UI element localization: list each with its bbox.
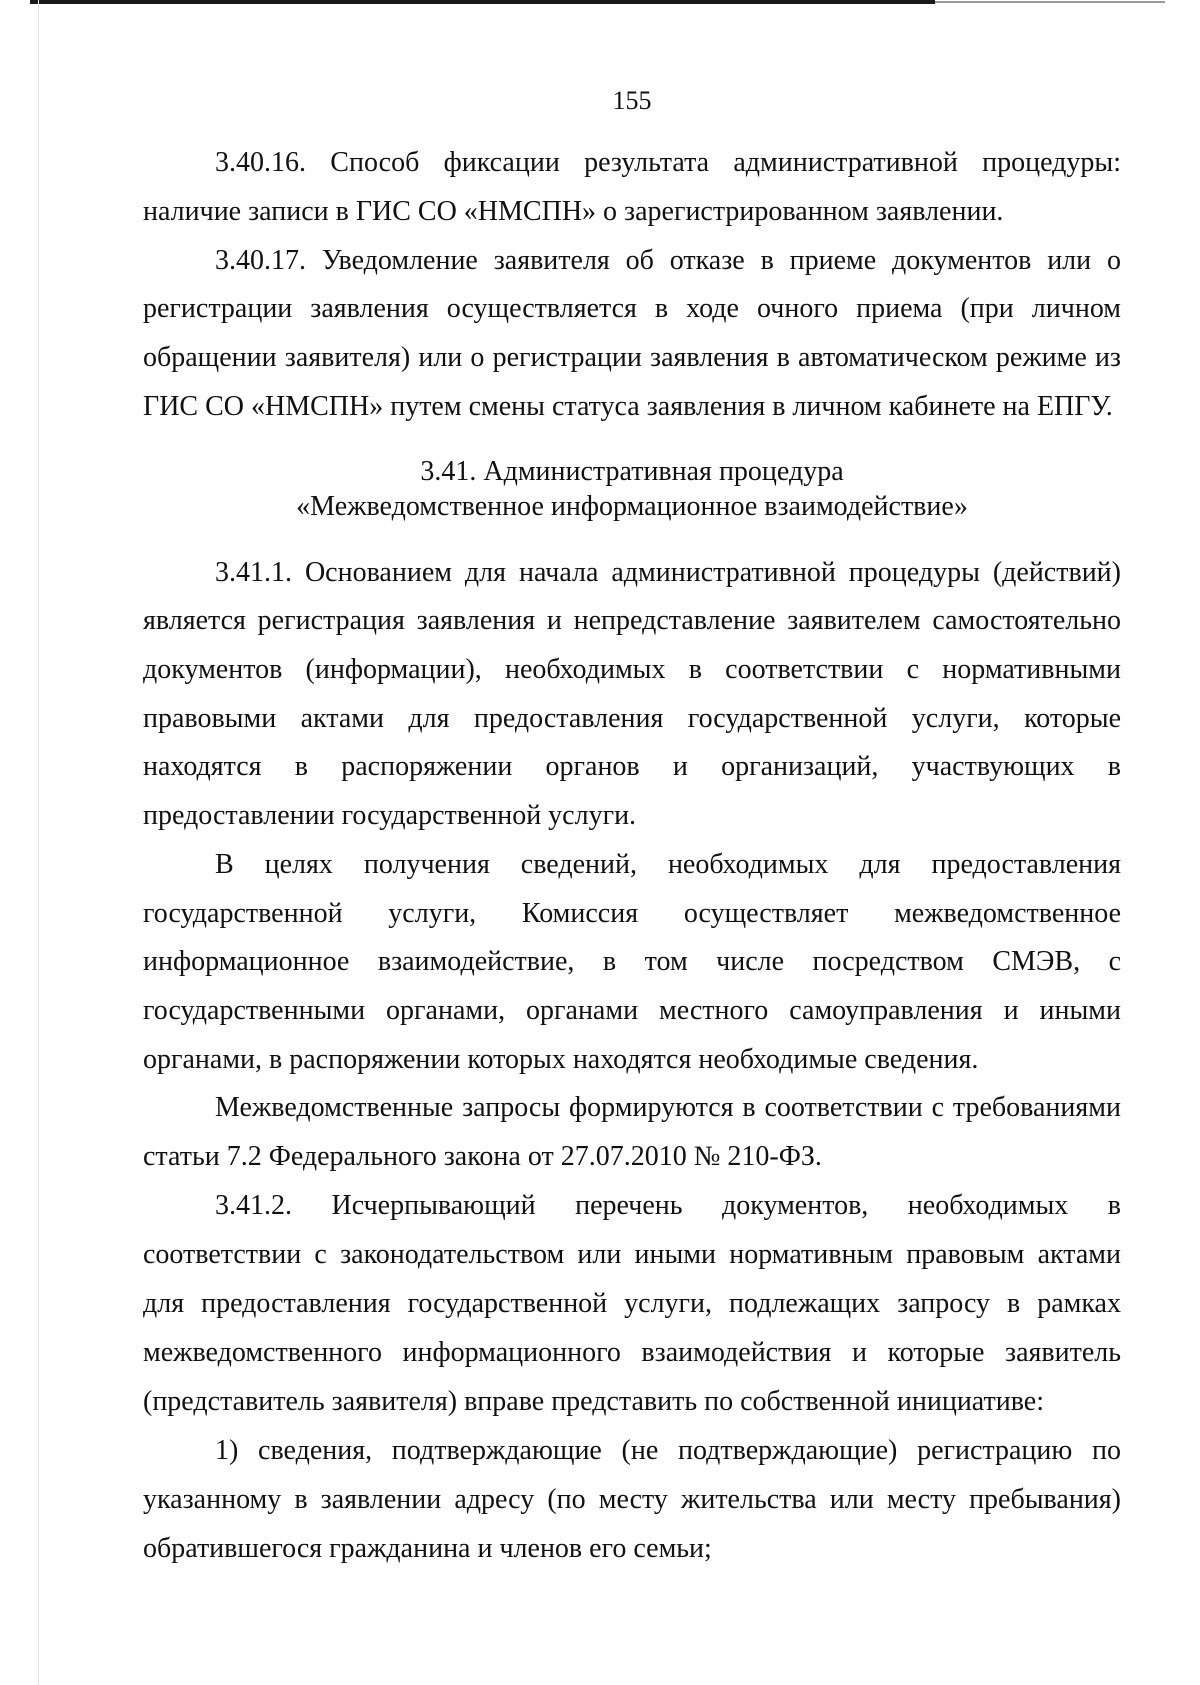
text-line: государственной услуги, Комиссия осуществляет межведомственное [143, 898, 1121, 929]
text-line: Межведомственные запросы формируются в соответствии с требованиями [215, 1092, 1121, 1123]
text-line: статьи 7.2 Федерального закона от 27.07.2010 № 210-ФЗ. [143, 1141, 822, 1172]
text-line: 3.41.2. Исчерпывающий перечень документов, необходимых в [215, 1190, 1121, 1221]
scan-top-edge-faint [935, 1, 1165, 3]
text-line: соответствии с законодательством или иными нормативным правовым актами [143, 1239, 1121, 1270]
text-line: государственными органами, органами местного самоуправления и иными [143, 995, 1121, 1026]
scan-left-edge [38, 0, 39, 1685]
text-line: является регистрация заявления и непредставление заявителем самостоятельно [143, 605, 1121, 636]
text-line: 3.40.16. Способ фиксации результата административной процедуры: [215, 147, 1121, 178]
text-line: 1) сведения, подтверждающие (не подтверждающие) регистрацию по [215, 1435, 1121, 1466]
text-line: (представитель заявителя) вправе представить по собственной инициативе: [143, 1386, 1044, 1417]
heading-line: 3.41. Административная процедура [420, 456, 844, 487]
text-line: 3.40.17. Уведомление заявителя об отказе в приеме документов или о [215, 245, 1121, 276]
text-line: наличие записи в ГИС СО «НМСПН» о зарегистрированном заявлении. [143, 196, 1004, 227]
scan-top-edge [30, 0, 935, 4]
text-line: указанному в заявлении адресу (по месту жительства или месту пребывания) [143, 1484, 1121, 1515]
text-line: ГИС СО «НМСПН» путем смены статуса заявления в личном кабинете на ЕПГУ. [143, 391, 1113, 422]
text-line: обращении заявителя) или о регистрации заявления в автоматическом режиме из [143, 342, 1121, 373]
heading-line: «Межведомственное информационное взаимодействие» [296, 491, 968, 522]
text-line: органами, в распоряжении которых находятся необходимые сведения. [143, 1044, 979, 1075]
text-line: информационное взаимодействие, в том числе посредством СМЭВ, с [143, 946, 1121, 977]
text-line: предоставлении государственной услуги. [143, 800, 637, 831]
text-line: 3.41.1. Основанием для начала административной процедуры (действий) [215, 557, 1121, 588]
text-line: обратившегося гражданина и членов его семьи; [143, 1533, 712, 1564]
text-line: В целях получения сведений, необходимых для предоставления [215, 849, 1121, 880]
text-line: находятся в распоряжении органов и организаций, участвующих в [143, 751, 1121, 782]
text-line: для предоставления государственной услуги, подлежащих запросу в рамках [143, 1288, 1121, 1319]
text-line: документов (информации), необходимых в соответствии с нормативными [143, 654, 1121, 685]
text-line: правовыми актами для предоставления государственной услуги, которые [143, 703, 1121, 734]
page-number: 155 [612, 86, 652, 115]
text-line: регистрации заявления осуществляется в ходе очного приема (при личном [143, 293, 1121, 324]
text-line: межведомственного информационного взаимодействия и которые заявитель [143, 1337, 1121, 1368]
